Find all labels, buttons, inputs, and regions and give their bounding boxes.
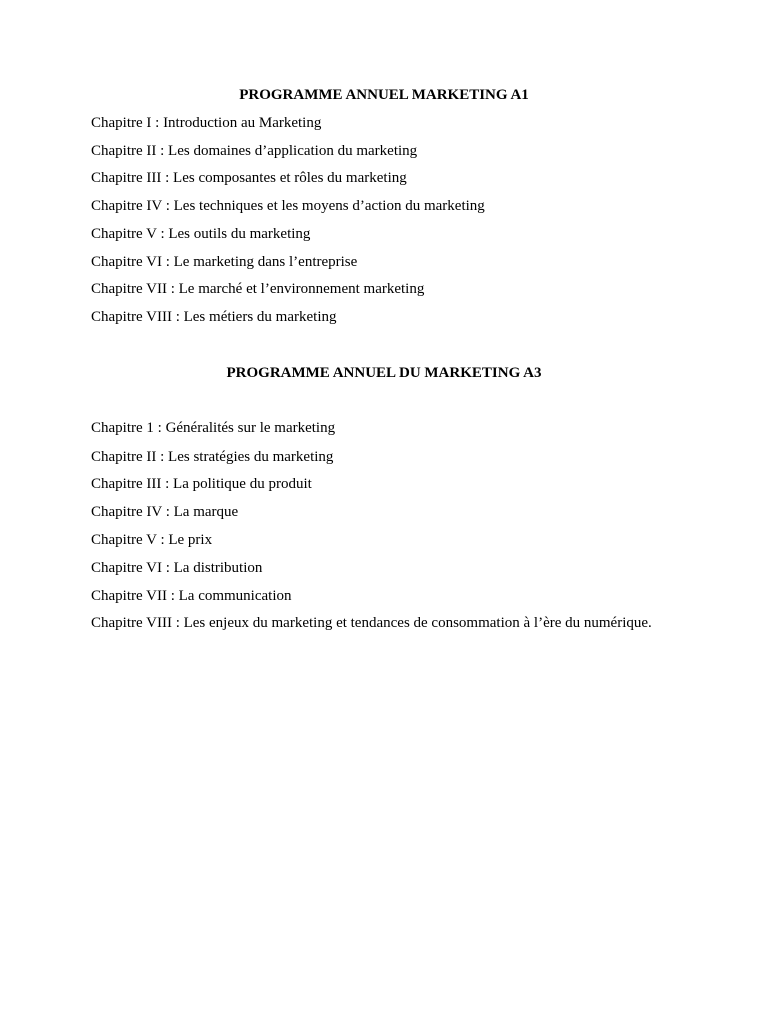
chapter-line: Chapitre 1 : Généralités sur le marketing: [91, 420, 336, 436]
chapter-line: Chapitre VII : Le marché et l’environnement marketing: [91, 281, 425, 297]
chapter-line: Chapitre V : Le prix: [91, 532, 213, 548]
chapter-line: Chapitre VI : La distribution: [91, 560, 263, 576]
section-a1-title: PROGRAMME ANNUEL MARKETING A1: [239, 87, 529, 103]
chapter-line: Chapitre VIII : Les métiers du marketing: [91, 309, 337, 325]
chapter-line: Chapitre IV : La marque: [91, 504, 239, 520]
chapter-line: Chapitre II : Les domaines d’application du marketing: [91, 143, 418, 159]
chapter-line: Chapitre I : Introduction au Marketing: [91, 115, 322, 131]
chapter-line: Chapitre III : Les composantes et rôles du marketing: [91, 170, 407, 186]
chapter-line: Chapitre III : La politique du produit: [91, 476, 312, 492]
chapter-line: Chapitre V : Les outils du marketing: [91, 226, 311, 242]
chapter-line: Chapitre IV : Les techniques et les moyens d’action du marketing: [91, 198, 485, 214]
chapter-line: Chapitre VI : Le marketing dans l’entreprise: [91, 254, 358, 270]
chapter-line: Chapitre VII : La communication: [91, 588, 292, 604]
chapter-line: Chapitre VIII : Les enjeux du marketing et tendances de consommation à l’ère du numérique.: [91, 615, 652, 631]
section-a3-title: PROGRAMME ANNUEL DU MARKETING A3: [226, 365, 542, 381]
chapter-line: Chapitre II : Les stratégies du marketing: [91, 449, 334, 465]
